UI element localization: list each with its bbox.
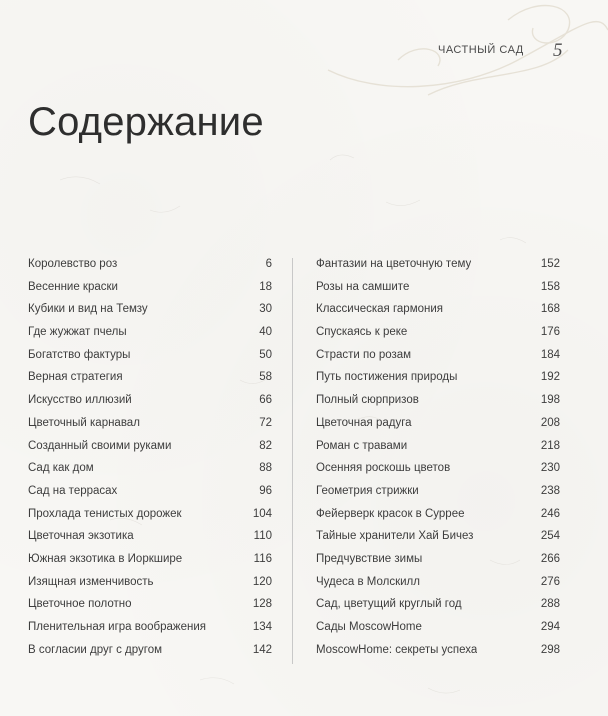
toc-entry: [316, 326, 560, 349]
toc-entry-page: 152: [540, 258, 560, 270]
toc-entry-page: 198: [540, 394, 560, 407]
toc-entry-page: 184: [540, 348, 560, 361]
toc-entry-page: 72: [259, 416, 272, 429]
toc-entry-title: Предчувствие зимы: [316, 552, 423, 565]
toc-entry: [316, 394, 560, 417]
toc-entry-title: Спускаясь к реке: [316, 326, 408, 339]
toc-entry-page: 288: [540, 598, 560, 611]
toc-entry: [28, 440, 272, 463]
toc-entry: [316, 371, 560, 394]
toc-entry: [316, 485, 560, 508]
toc-entry: [316, 417, 560, 440]
toc-entry-title: MoscowHome: секреты успеха: [316, 643, 478, 656]
toc-entry-page: 50: [259, 348, 272, 361]
toc-entry-title: Королевство роз: [28, 258, 118, 270]
toc-entry-title: Цветочный карнавал: [28, 416, 140, 429]
toc-entry: [28, 394, 272, 417]
toc-entry-page: 192: [540, 371, 560, 384]
toc-entry: [28, 530, 272, 553]
toc-entry-title: Богатство фактуры: [28, 348, 131, 361]
toc-entry: [316, 530, 560, 553]
toc-entry-title: Сад, цветущий круглый год: [316, 598, 462, 611]
toc-entry-page: 116: [253, 552, 272, 565]
toc-entry-title: В согласии друг с другом: [28, 643, 163, 656]
toc-column-left: [28, 258, 272, 666]
toc-entry-title: Южная экзотика в Йоркшире: [28, 552, 183, 565]
page-title: Содержание: [28, 100, 264, 144]
toc-entry-title: Страсти по розам: [316, 348, 412, 361]
toc-entry-title: Кубики и вид на Темзу: [28, 303, 148, 316]
toc-entry: [316, 258, 560, 281]
toc-entry-title: Цветочное полотно: [28, 598, 132, 611]
toc-entry-page: 238: [540, 484, 560, 497]
toc-entry: [316, 303, 560, 326]
toc-entry: [28, 621, 272, 644]
toc-entry-title: Созданный своими руками: [28, 439, 172, 452]
toc-column-right: [316, 258, 560, 666]
toc-entry-page: 168: [540, 303, 560, 316]
toc-entry: [28, 258, 272, 281]
toc-entry-page: 66: [259, 394, 272, 407]
toc-entry: [28, 485, 272, 508]
toc-entry-title: Пленительная игра воображения: [28, 621, 207, 633]
toc-entry: [28, 371, 272, 394]
toc-entry: [28, 508, 272, 531]
toc-entry-page: 88: [259, 462, 272, 475]
toc-entry-title: Фейерверк красок в Суррее: [316, 507, 465, 520]
toc-entry-title: Сады MoscowHome: [316, 621, 422, 633]
toc-entry: [316, 281, 560, 304]
toc-entry-title: Прохлада тенистых дорожек: [28, 507, 182, 520]
toc-entry-page: 276: [540, 575, 560, 588]
running-head: ЧАСТНЫЙ САД: [438, 44, 524, 56]
toc-entry: [316, 644, 560, 667]
page-number: 5: [553, 40, 563, 61]
toc-entry-page: 40: [259, 326, 272, 339]
toc-entry-page: 294: [540, 621, 560, 633]
toc-entry-page: 128: [252, 598, 272, 611]
toc-entry-title: Цветочная экзотика: [28, 530, 134, 543]
toc-entry-title: Фантазии на цветочную тему: [316, 258, 472, 270]
toc-entry-page: 58: [259, 371, 272, 384]
toc-entry-page: 230: [540, 462, 560, 475]
toc-entry-title: Цветочная радуга: [316, 416, 412, 429]
toc-entry-page: 104: [252, 507, 272, 520]
toc-entry: [316, 621, 560, 644]
toc-entry-page: 158: [540, 280, 560, 293]
toc-entry-page: 120: [252, 575, 272, 588]
toc-entry-title: Классическая гармония: [316, 303, 444, 316]
toc-entry-page: 96: [259, 484, 272, 497]
toc-entry: [28, 326, 272, 349]
toc-entry-page: 142: [252, 643, 272, 656]
toc-entry-title: Искусство иллюзий: [28, 394, 132, 407]
toc-entry: [28, 349, 272, 372]
toc-entry-page: 266: [540, 552, 560, 565]
toc-entry: [28, 576, 272, 599]
toc-entry-title: Весенние краски: [28, 280, 118, 293]
toc-entry-page: 246: [540, 507, 560, 520]
toc-entry: [28, 417, 272, 440]
toc-entry: [316, 553, 560, 576]
toc-entry-page: 6: [265, 258, 272, 270]
toc-entry-page: 18: [259, 280, 272, 293]
toc-entry-title: Где жужжат пчелы: [28, 326, 127, 339]
toc-entry-title: Полный сюрпризов: [316, 394, 419, 407]
toc-entry: [28, 553, 272, 576]
toc-entry-page: 30: [259, 303, 272, 316]
toc-entry: [28, 598, 272, 621]
toc-entry-page: 208: [540, 416, 560, 429]
toc-entry-title: Роман с травами: [316, 439, 408, 452]
toc-entry: [316, 508, 560, 531]
toc-entry-page: 82: [259, 439, 272, 452]
toc-entry-title: Осенняя роскошь цветов: [316, 462, 451, 475]
toc-entry-title: Сад на террасах: [28, 484, 118, 497]
toc-entry-title: Тайные хранители Хай Бичез: [316, 530, 474, 543]
toc-entry: [316, 576, 560, 599]
toc-entry: [28, 303, 272, 326]
toc-entry-title: Путь постижения природы: [316, 371, 458, 384]
toc-entry-page: 254: [540, 530, 560, 543]
toc-entry-title: Чудеса в Молскилл: [316, 575, 420, 588]
toc-entry: [316, 349, 560, 372]
toc-entry-page: 110: [253, 530, 272, 543]
toc-entry: [28, 281, 272, 304]
toc-entry-title: Розы на самшите: [316, 280, 410, 293]
toc-entry-page: 218: [540, 439, 560, 452]
toc-entry: [316, 598, 560, 621]
toc-entry-page: 134: [252, 621, 272, 633]
toc-entry-title: Сад как дом: [28, 462, 94, 475]
toc-entry: [316, 462, 560, 485]
toc-entry: [316, 440, 560, 463]
toc-entry-page: 176: [540, 326, 560, 339]
toc-entry-page: 298: [540, 643, 560, 656]
toc-entry-title: Изящная изменчивость: [28, 575, 154, 588]
toc-entry: [28, 462, 272, 485]
toc-entry-title: Верная стратегия: [28, 371, 123, 384]
column-divider: [292, 258, 293, 664]
toc-entry: [28, 644, 272, 667]
toc-entry-title: Геометрия стрижки: [316, 484, 419, 497]
